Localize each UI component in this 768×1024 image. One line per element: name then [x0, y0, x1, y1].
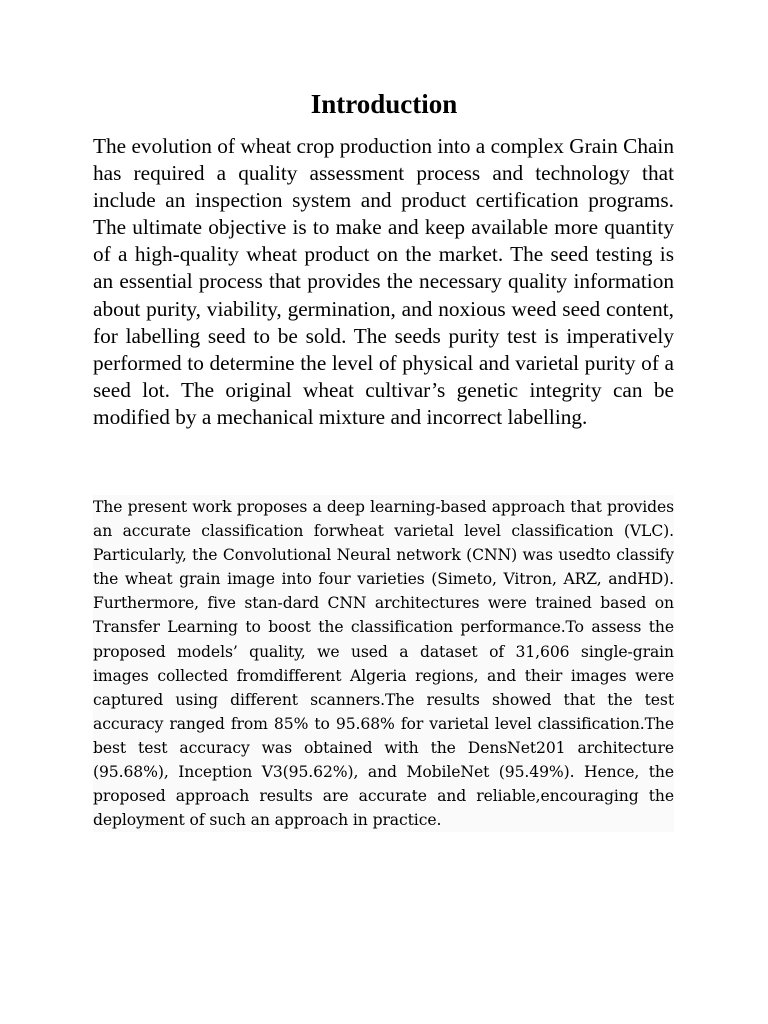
intro-paragraph: The evolution of wheat crop production into a complex Grain Chain has required a quality assessment process and technology that include an inspection system and product certification programs. The ultimate objective is to make and keep available more quantity of a high-quality wheat product on the market. The seed testing is an essential process that provides the necessary quality information about purity, viability, germination, and noxious weed seed content, for labelling seed to be sold. The seeds purity test is imperatively performed to determine the level of physical and varietal purity of a seed lot. The original wheat cultivar’s genetic integrity can be modified by a mechanical mixture and incorrect labelling.	[93, 134, 674, 429]
page-title: Introduction	[310, 89, 458, 119]
abstract-paragraph: The present work proposes a deep learning-based approach that provides an accurate classification forwheat varietal level classification (VLC). Particularly, the Convolutional Neural network (CNN) was usedto classify the wheat grain image into four varieties (Simeto, Vitron, ARZ, andHD). Furthermore, five stan-dard CNN architectures were trained based on Transfer Learning to boost the classification performance.To assess the proposed models’ quality, we used a dataset of 31,606 single-grain images collected fromdifferent Algeria regions, and their images were captured using different scanners.The results showed that the test accuracy ranged from 85% to 95.68% for varietal level classification.The best test accuracy was obtained with the DensNet201 architecture (95.68%), Inception V3(95.62%), and MobileNet (95.49%). Hence, the proposed approach results are accurate and reliable,encouraging the deployment of such an approach in practice.	[93, 495, 674, 832]
